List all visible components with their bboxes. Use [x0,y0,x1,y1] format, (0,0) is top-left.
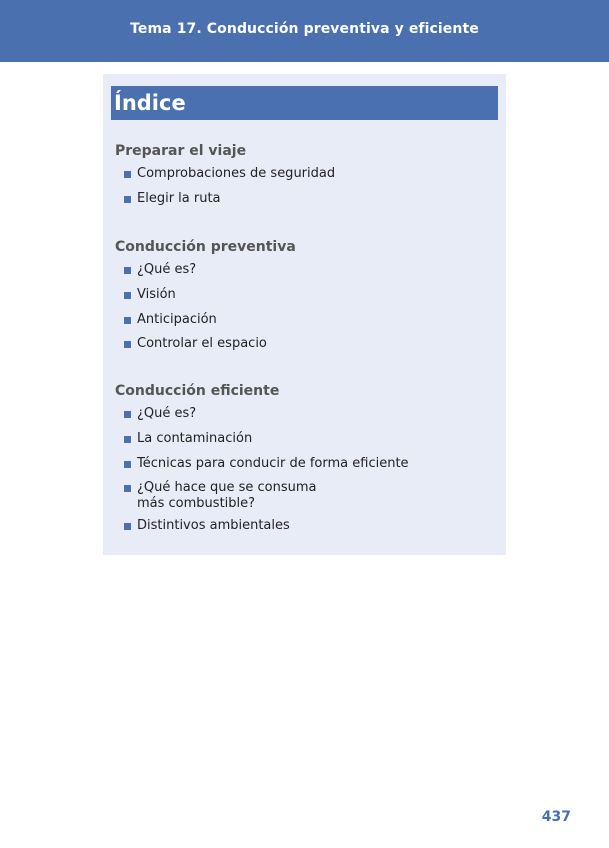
square-bullet-icon [124,171,131,178]
list-item [115,336,296,352]
list-item-label-line-1: ¿Qué hace que se consuma [137,480,317,496]
list-item [115,431,409,447]
section-list [115,406,409,534]
index-box [103,74,506,555]
index-title: Índice [114,91,186,115]
list-item-label: Visión [137,286,176,302]
list-item [115,480,409,512]
section-conduccion-eficiente [115,382,409,543]
square-bullet-icon [124,341,131,348]
list-item [115,456,409,472]
list-item-label: Distintivos ambientales [137,518,290,534]
section-list [115,262,296,352]
square-bullet-icon [124,436,131,443]
section-conduccion-preventiva [115,238,296,361]
section-list [115,166,335,207]
page-number: 437 [541,809,571,825]
square-bullet-icon [124,267,131,274]
section-heading: Conducción preventiva [115,239,296,255]
list-item-label-line-2: más combustible? [137,496,256,512]
chapter-header [0,0,609,62]
list-item-label: ¿Qué es? [137,262,197,277]
list-item [115,518,409,534]
square-bullet-icon [124,523,131,530]
section-preparar-el-viaje [115,142,335,216]
list-item-label: Elegir la ruta [137,190,221,206]
list-item-label: Comprobaciones de seguridad [137,166,336,181]
square-bullet-icon [124,317,131,324]
list-item [115,287,296,303]
square-bullet-icon [124,196,131,203]
list-item-label: Técnicas para conducir de forma eficiente [137,455,409,471]
square-bullet-icon [124,461,131,468]
list-item-label: Anticipación [137,311,217,327]
list-item [115,166,335,182]
list-item-label: Controlar el espacio [137,336,267,352]
list-item [115,312,296,328]
list-item [115,262,296,278]
square-bullet-icon [124,411,131,418]
square-bullet-icon [124,485,131,492]
square-bullet-icon [124,292,131,299]
list-item-label: La contaminación [137,430,253,446]
list-item [115,406,409,422]
chapter-title: Tema 17. Conducción preventiva y eficiente [130,21,479,37]
section-heading: Conducción eficiente [115,383,280,399]
index-title-bar [111,86,498,120]
list-item-label: ¿Qué es? [137,406,197,421]
section-heading: Preparar el viaje [115,143,247,159]
list-item [115,191,335,207]
